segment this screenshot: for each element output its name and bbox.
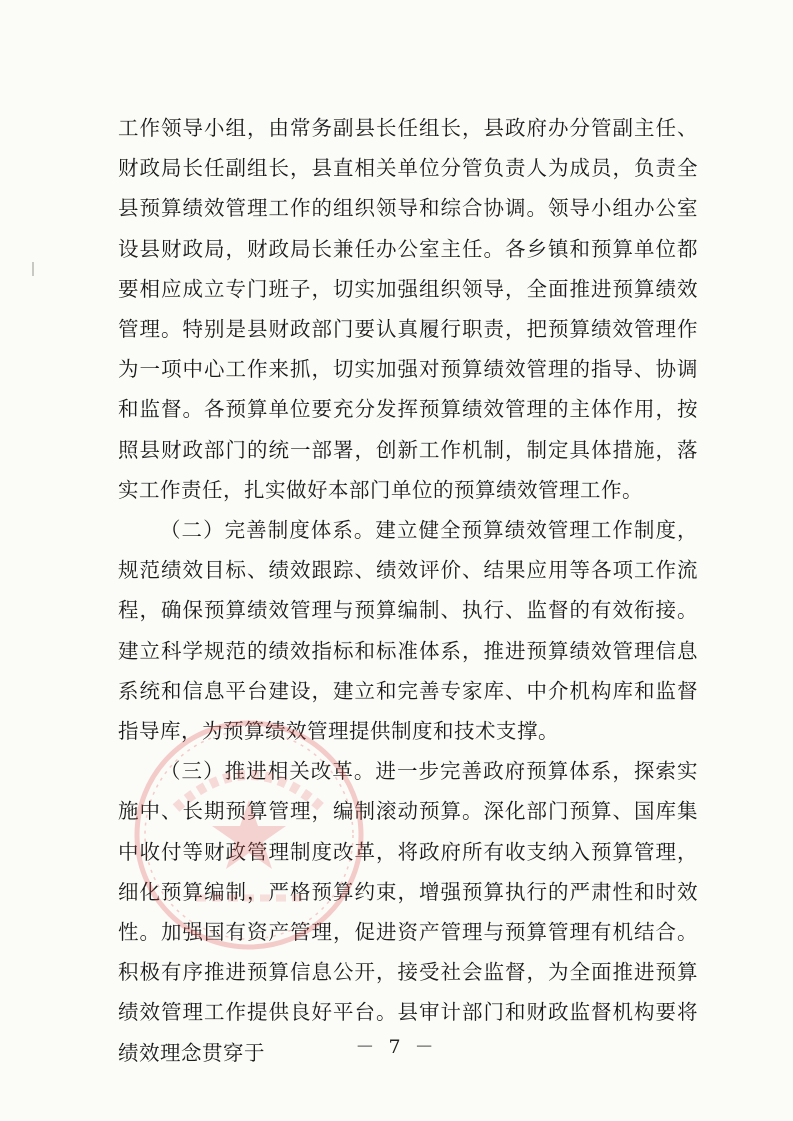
paragraph-section-three: （三）推进相关改革。进一步完善政府预算体系，探索实施中、长期预算管理，编制滚动预算。深化部门预算、国库集中收付等财政管理制度改革，将政府所有收支纳入预算管理，细化预算编制，严格预算约束，增强预算执行的严肃性和时效性。加强国有资产管理，促进资产管理与预算管理有机结合。积极有序推进预算信息公开，接受社会监督，为全面推进预算绩效管理工作提供良好平台。县审计部门和财政监督机构要将绩效理念贯穿于 [118, 759, 698, 1065]
paragraph-section-two: （二）完善制度体系。建立健全预算绩效管理工作制度，规范绩效目标、绩效跟踪、绩效评价、结果应用等各项工作流程，确保预算绩效管理与预算编制、执行、监督的有效衔接。建立科学规范的绩效指标和标准体系，推进预算绩效管理信息系统和信息平台建设，建立和完善专家库、中介机构库和监督指导库，为预算绩效管理提供制度和技术支撑。 [118, 518, 698, 744]
scan-speck [32, 262, 34, 276]
document-body [118, 108, 698, 1073]
paragraph-continuation: 工作领导小组，由常务副县长任组长，县政府办分管副主任、财政局长任副组长，县直相关单位分管负责人为成员，负责全县预算绩效管理工作的组织领导和综合协调。领导小组办公室设县财政局，财政局长兼任办公室主任。各乡镇和预算单位都要相应成立专门班子，切实加强组织领导，全面推进预算绩效管理。特别是县财政部门要认真履行职责，把预算绩效管理作为一项中心工作来抓，切实加强对预算绩效管理的指导、协调和监督。各预算单位要充分发挥预算绩效管理的主体作用，按照县财政部门的统一部署，创新工作机制，制定具体措施，落实工作责任，扎实做好本部门单位的预算绩效管理工作。 [118, 116, 698, 502]
page-number: － 7 － [355, 1036, 438, 1058]
